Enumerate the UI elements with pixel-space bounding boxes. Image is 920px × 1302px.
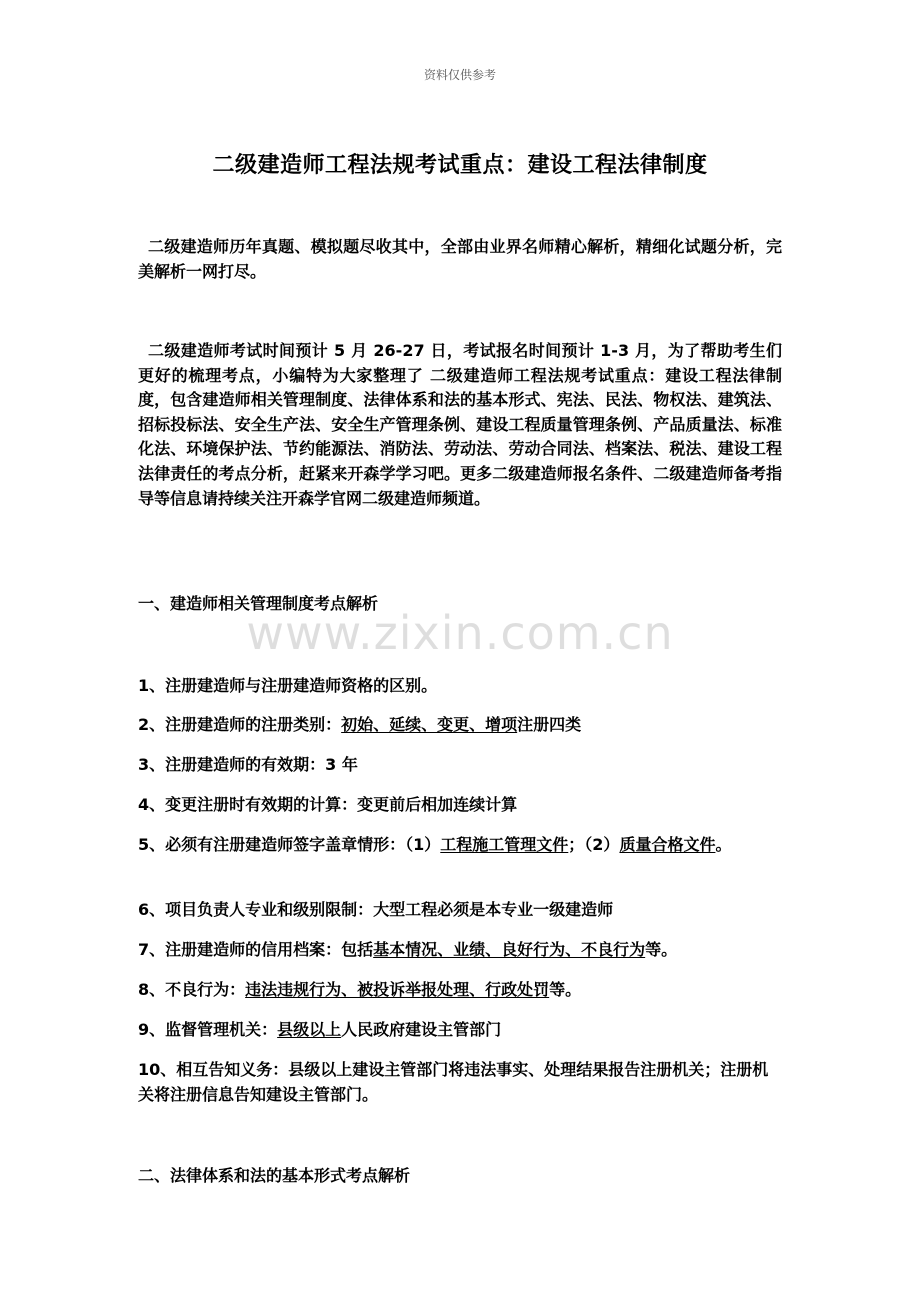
item-text: 8、不良行为： <box>138 980 246 999</box>
watermark: www.zixin.com.cn <box>246 606 674 660</box>
item-text-mid: ；（2） <box>568 835 620 854</box>
item-text-suffix: 人民政府建设主管部门 <box>341 1020 502 1039</box>
item-text: 5、必须有注册建造师签字盖章情形：（1） <box>138 835 441 854</box>
list-item-5 <box>138 833 782 858</box>
item-text: 4、变更注册时有效期的计算：变更前后相加连续计算 <box>138 795 518 814</box>
page-title: 二级建造师工程法规考试重点：建设工程法律制度 <box>212 153 708 178</box>
item-text: 6、项目负责人专业和级别限制：大型工程必须是本专业一级建造师 <box>138 900 614 919</box>
list-item-9 <box>138 1018 782 1043</box>
item-underlined-text: 工程施工管理文件 <box>440 835 569 854</box>
intro-paragraph-2: 二级建造师考试时间预计 5 月 26-27 日，考试报名时间预计 1-3 月，为了帮助考生们更好的梳理考点，小编特为大家整理了 二级建造师工程法规考试重点：建设工程法律制度，包含建造师相关管理制度、法律体系和法的基本形式、宪法、民法、物权法、建筑法、招标投标法、安全生产法、安全生产管理条例、建设工程质量管理条例、产品质量法、标准化法、环境保护法、节约能源法、消防法、劳动法、劳动合同法、档案法、税法、建设工程法律责任的考点分析，赶紧来开森学学习吧。更多二级建造师报名条件、二级建造师备考指导等信息请持续关注开森学官网二级建造师频道。 <box>138 341 782 508</box>
item-text: 7、注册建造师的信用档案：包括 <box>138 940 374 959</box>
list-item-8 <box>138 978 782 1003</box>
item-text: 9、监督管理机关： <box>138 1020 278 1039</box>
item-text: 3、注册建造师的有效期：3 年 <box>138 755 358 774</box>
section-heading-1: 一、建造师相关管理制度考点解析 <box>138 594 379 613</box>
list-item-3 <box>138 753 782 778</box>
list-item-4 <box>138 793 782 818</box>
item-text-suffix: 注册四类 <box>517 715 582 734</box>
intro-paragraph-1: 二级建造师历年真题、模拟题尽收其中，全部由业界名师精心解析，精细化试题分析，完美解析一网打尽。 <box>138 237 782 281</box>
item-text: 1、注册建造师与注册建造师资格的区别。 <box>138 676 438 695</box>
section-heading-2: 二、法律体系和法的基本形式考点解析 <box>138 1166 411 1185</box>
item-underlined-text: 初始、延续、变更、增项 <box>341 715 518 734</box>
item-text: 2、注册建造师的注册类别： <box>138 715 342 734</box>
item-underlined-text: 基本情况、业绩、良好行为、不良行为 <box>373 940 646 959</box>
list-item-7 <box>138 938 782 963</box>
item-underlined-text-2: 质量合格文件 <box>619 835 716 854</box>
item-underlined-text: 县级以上 <box>277 1020 342 1039</box>
item-text-suffix: 等。 <box>645 940 678 959</box>
list-item-2 <box>138 713 782 738</box>
item-underlined-text: 违法违规行为、被投诉举报处理、行政处罚 <box>245 980 550 999</box>
item-text-suffix: 等。 <box>549 980 582 999</box>
list-item-10 <box>138 1058 782 1107</box>
item-text: 10、相互告知义务：县级以上建设主管部门将违法事实、处理结果报告注册机关；注册机关将注册信息告知建设主管部门。 <box>138 1060 769 1104</box>
item-text-suffix: 。 <box>715 835 732 854</box>
list-item-1 <box>138 674 782 699</box>
list-item-6 <box>138 898 782 923</box>
header-note: 资料仅供参考 <box>423 68 496 82</box>
